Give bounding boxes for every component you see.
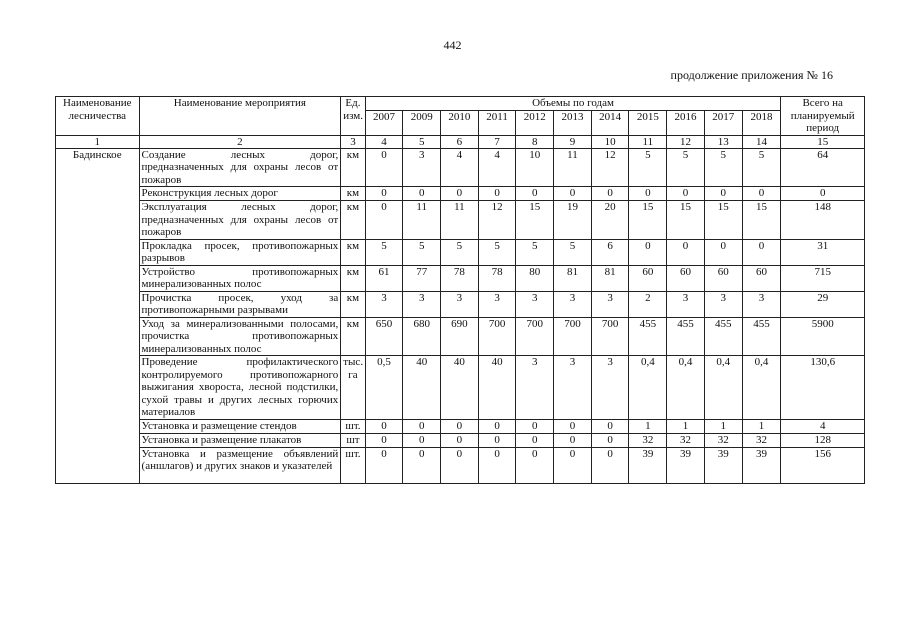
value-cell: 3 (365, 291, 403, 317)
column-number: 14 (742, 135, 781, 148)
value-cell: 455 (629, 317, 667, 356)
value-cell: 0 (667, 187, 705, 201)
value-cell: 0 (629, 187, 667, 201)
value-cell: 0 (591, 187, 629, 201)
value-cell: 5 (478, 239, 516, 265)
value-cell: 455 (704, 317, 742, 356)
value-cell: 3 (554, 291, 592, 317)
value-cell: 0 (441, 447, 479, 483)
column-number: 6 (441, 135, 479, 148)
table-row (56, 291, 865, 317)
value-cell: 60 (704, 265, 742, 291)
value-cell: 0,4 (667, 356, 705, 420)
value-cell: 32 (704, 433, 742, 447)
value-cell: 3 (403, 148, 441, 187)
value-cell: 690 (441, 317, 479, 356)
value-cell: 3 (704, 291, 742, 317)
value-cell: 11 (403, 201, 441, 240)
value-cell: 700 (591, 317, 629, 356)
table-row (56, 265, 865, 291)
value-cell: 32 (742, 433, 781, 447)
value-cell: 0 (478, 419, 516, 433)
value-cell: 0 (704, 239, 742, 265)
value-cell: 0 (516, 419, 554, 433)
value-cell: 3 (478, 291, 516, 317)
value-cell: 0,5 (365, 356, 403, 420)
value-cell: 0 (554, 447, 592, 483)
value-cell: 15 (667, 201, 705, 240)
column-number: 13 (704, 135, 742, 148)
forestry-name: Бадинское (56, 148, 140, 483)
year-header: 2015 (629, 110, 667, 135)
value-cell: 4 (478, 148, 516, 187)
year-header: 2017 (704, 110, 742, 135)
value-cell: 60 (742, 265, 781, 291)
header-forestry: Наименование лесничества (56, 97, 140, 136)
value-cell: 0,4 (629, 356, 667, 420)
column-number: 5 (403, 135, 441, 148)
column-number-row (56, 135, 865, 148)
value-cell: 700 (478, 317, 516, 356)
value-cell: 0,4 (742, 356, 781, 420)
value-cell: 3 (591, 356, 629, 420)
value-cell: 39 (704, 447, 742, 483)
value-cell: 0 (554, 419, 592, 433)
table-body (56, 97, 865, 484)
value-cell: 5 (704, 148, 742, 187)
value-cell: 10 (516, 148, 554, 187)
column-number: 3 (341, 135, 365, 148)
value-cell: 3 (403, 291, 441, 317)
value-cell: 39 (667, 447, 705, 483)
value-cell: 61 (365, 265, 403, 291)
value-cell: 11 (441, 201, 479, 240)
total-cell: 29 (781, 291, 865, 317)
year-header: 2013 (554, 110, 592, 135)
value-cell: 5 (441, 239, 479, 265)
value-cell: 40 (403, 356, 441, 420)
value-cell: 3 (742, 291, 781, 317)
column-number: 11 (629, 135, 667, 148)
total-cell: 5900 (781, 317, 865, 356)
activity-name: Эксплуатация лесных дорог, предназначенных для охраны лесов от пожаров (139, 201, 341, 240)
table-row (56, 419, 865, 433)
value-cell: 4 (441, 148, 479, 187)
activity-name: Установка и размещение стендов (139, 419, 341, 433)
value-cell: 78 (478, 265, 516, 291)
activity-name: Создание лесных дорог, предназначенных для охраны лесов от пожаров (139, 148, 341, 187)
header-activity: Наименование мероприятия (139, 97, 341, 136)
header-volumes: Объемы по годам (365, 97, 781, 111)
value-cell: 0 (478, 433, 516, 447)
value-cell: 1 (704, 419, 742, 433)
value-cell: 0 (742, 239, 781, 265)
table-row (56, 433, 865, 447)
year-header: 2010 (441, 110, 479, 135)
value-cell: 20 (591, 201, 629, 240)
column-number: 8 (516, 135, 554, 148)
value-cell: 1 (742, 419, 781, 433)
year-header: 2014 (591, 110, 629, 135)
column-number: 10 (591, 135, 629, 148)
value-cell: 12 (591, 148, 629, 187)
column-number: 4 (365, 135, 403, 148)
table-row (56, 239, 865, 265)
unit-cell: тыс. га (341, 356, 365, 420)
total-cell: 128 (781, 433, 865, 447)
value-cell: 5 (629, 148, 667, 187)
value-cell: 3 (441, 291, 479, 317)
value-cell: 0,4 (704, 356, 742, 420)
table-row (56, 201, 865, 240)
value-cell: 3 (554, 356, 592, 420)
value-cell: 60 (667, 265, 705, 291)
value-cell: 0 (742, 187, 781, 201)
value-cell: 0 (629, 239, 667, 265)
header-total: Всего на планируемый период (781, 97, 865, 136)
value-cell: 32 (629, 433, 667, 447)
total-cell: 156 (781, 447, 865, 483)
value-cell: 0 (365, 419, 403, 433)
unit-cell: шт. (341, 419, 365, 433)
value-cell: 77 (403, 265, 441, 291)
forest-fire-activities-table (55, 96, 865, 484)
unit-cell: км (341, 317, 365, 356)
value-cell: 680 (403, 317, 441, 356)
unit-cell: км (341, 265, 365, 291)
column-number: 15 (781, 135, 865, 148)
total-cell: 4 (781, 419, 865, 433)
activity-name: Прочистка просек, уход за противопожарными разрывами (139, 291, 341, 317)
year-header: 2012 (516, 110, 554, 135)
value-cell: 0 (441, 187, 479, 201)
value-cell: 40 (441, 356, 479, 420)
value-cell: 0 (591, 419, 629, 433)
value-cell: 19 (554, 201, 592, 240)
value-cell: 3 (591, 291, 629, 317)
value-cell: 81 (554, 265, 592, 291)
unit-cell: км (341, 239, 365, 265)
value-cell: 0 (365, 433, 403, 447)
header-unit: Ед. изм. (341, 97, 365, 136)
value-cell: 6 (591, 239, 629, 265)
value-cell: 0 (365, 201, 403, 240)
value-cell: 1 (667, 419, 705, 433)
value-cell: 0 (403, 187, 441, 201)
value-cell: 5 (554, 239, 592, 265)
value-cell: 0 (704, 187, 742, 201)
value-cell: 12 (478, 201, 516, 240)
value-cell: 0 (554, 187, 592, 201)
value-cell: 3 (516, 356, 554, 420)
value-cell: 39 (629, 447, 667, 483)
value-cell: 5 (667, 148, 705, 187)
value-cell: 0 (478, 447, 516, 483)
column-number: 1 (56, 135, 140, 148)
value-cell: 0 (516, 187, 554, 201)
value-cell: 80 (516, 265, 554, 291)
value-cell: 0 (441, 419, 479, 433)
value-cell: 0 (667, 239, 705, 265)
value-cell: 0 (365, 447, 403, 483)
value-cell: 15 (704, 201, 742, 240)
total-cell: 130,6 (781, 356, 865, 420)
table-row (56, 317, 865, 356)
table-row (56, 447, 865, 483)
table-row (56, 148, 865, 187)
unit-cell: шт. (341, 447, 365, 483)
year-header: 2018 (742, 110, 781, 135)
value-cell: 0 (365, 187, 403, 201)
value-cell: 0 (365, 148, 403, 187)
value-cell: 700 (516, 317, 554, 356)
total-cell: 715 (781, 265, 865, 291)
appendix-note: продолжение приложения № 16 (670, 68, 833, 82)
value-cell: 5 (516, 239, 554, 265)
value-cell: 3 (667, 291, 705, 317)
column-number: 9 (554, 135, 592, 148)
value-cell: 78 (441, 265, 479, 291)
total-cell: 0 (781, 187, 865, 201)
value-cell: 15 (516, 201, 554, 240)
value-cell: 700 (554, 317, 592, 356)
table-row (56, 187, 865, 201)
year-header: 2007 (365, 110, 403, 135)
year-header: 2011 (478, 110, 516, 135)
value-cell: 15 (629, 201, 667, 240)
value-cell: 5 (365, 239, 403, 265)
value-cell: 5 (403, 239, 441, 265)
value-cell: 0 (516, 447, 554, 483)
value-cell: 0 (403, 419, 441, 433)
activity-name: Установка и размещение плакатов (139, 433, 341, 447)
value-cell: 0 (591, 433, 629, 447)
unit-cell: км (341, 148, 365, 187)
value-cell: 0 (403, 447, 441, 483)
value-cell: 81 (591, 265, 629, 291)
value-cell: 11 (554, 148, 592, 187)
year-header: 2016 (667, 110, 705, 135)
column-number: 2 (139, 135, 341, 148)
unit-cell: шт (341, 433, 365, 447)
activity-name: Проведение профилактического контролируемого противопожарного выжигания хвороста, лесной подстилки, сухой травы и других лесных горючих материалов (139, 356, 341, 420)
value-cell: 39 (742, 447, 781, 483)
activity-name: Реконструкция лесных дорог (139, 187, 341, 201)
value-cell: 455 (667, 317, 705, 356)
value-cell: 5 (742, 148, 781, 187)
activity-name: Установка и размещение объявлений (аншлагов) и других знаков и указателей (139, 447, 341, 483)
unit-cell: км (341, 201, 365, 240)
total-cell: 64 (781, 148, 865, 187)
value-cell: 0 (516, 433, 554, 447)
activity-name: Прокладка просек, противопожарных разрывов (139, 239, 341, 265)
value-cell: 650 (365, 317, 403, 356)
activity-name: Уход за минерализованными полосами, прочистка противопожарных минерализованных полос (139, 317, 341, 356)
total-cell: 31 (781, 239, 865, 265)
column-number: 12 (667, 135, 705, 148)
value-cell: 2 (629, 291, 667, 317)
value-cell: 455 (742, 317, 781, 356)
value-cell: 0 (591, 447, 629, 483)
table-row (56, 356, 865, 420)
column-number: 7 (478, 135, 516, 148)
value-cell: 1 (629, 419, 667, 433)
value-cell: 3 (516, 291, 554, 317)
value-cell: 0 (478, 187, 516, 201)
year-header: 2009 (403, 110, 441, 135)
value-cell: 32 (667, 433, 705, 447)
value-cell: 15 (742, 201, 781, 240)
unit-cell: км (341, 187, 365, 201)
value-cell: 40 (478, 356, 516, 420)
page-number: 442 (443, 38, 462, 52)
value-cell: 0 (441, 433, 479, 447)
unit-cell: км (341, 291, 365, 317)
activity-name: Устройство противопожарных минерализованных полос (139, 265, 341, 291)
value-cell: 0 (403, 433, 441, 447)
total-cell: 148 (781, 201, 865, 240)
value-cell: 0 (554, 433, 592, 447)
value-cell: 60 (629, 265, 667, 291)
